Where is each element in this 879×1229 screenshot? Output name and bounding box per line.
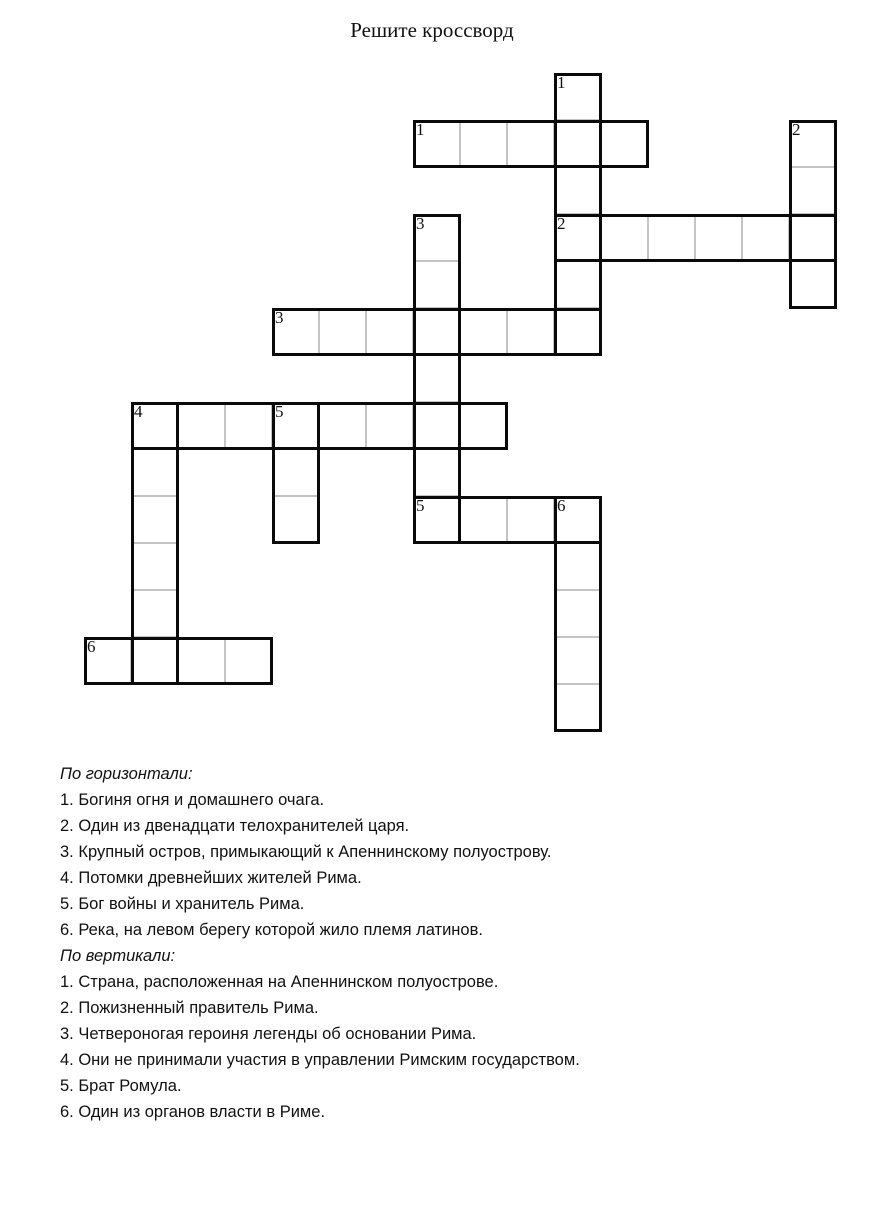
crossword-cell[interactable]: [413, 496, 460, 543]
page-title: Решите кроссворд: [350, 18, 514, 42]
crossword-cell[interactable]: [272, 449, 319, 496]
clue-number: 6: [557, 496, 566, 515]
crossword-cell[interactable]: [789, 214, 836, 261]
crossword-cell[interactable]: [413, 355, 460, 402]
crossword-cell[interactable]: [178, 402, 225, 449]
crossword-cell[interactable]: [742, 214, 789, 261]
clue-number: 5: [275, 402, 284, 421]
crossword-cell[interactable]: [131, 402, 178, 449]
crossword-cell[interactable]: [131, 496, 178, 543]
crossword-cell[interactable]: [131, 637, 178, 684]
crossword-cell[interactable]: [460, 402, 507, 449]
crossword-cell[interactable]: [554, 308, 601, 355]
crossword-cell[interactable]: [554, 496, 601, 543]
clue-number: 6: [87, 637, 96, 656]
clue-number: 1: [416, 120, 425, 139]
crossword-cell[interactable]: [131, 590, 178, 637]
down-clue-3: 3. Четвероногая героиня легенды об основании Рима.: [60, 1025, 477, 1043]
crossword-cell[interactable]: [460, 308, 507, 355]
crossword-cell[interactable]: [601, 214, 648, 261]
crossword-cell[interactable]: [789, 261, 836, 308]
crossword-cell[interactable]: [789, 120, 836, 167]
crossword-cell[interactable]: [272, 402, 319, 449]
crossword-cell[interactable]: [648, 214, 695, 261]
crossword-cell[interactable]: [225, 402, 272, 449]
down-clue-1: 1. Страна, расположенная на Апеннинском полуострове.: [60, 973, 499, 991]
crossword-cell[interactable]: [507, 496, 554, 543]
across-clue-4: 4. Потомки древнейших жителей Рима.: [60, 869, 362, 887]
down-clue-2: 2. Пожизненный правитель Рима.: [60, 999, 319, 1017]
crossword-cell[interactable]: [554, 167, 601, 214]
across-clue-2: 2. Один из двенадцати телохранителей царя.: [60, 817, 410, 835]
clue-number: 2: [792, 120, 801, 139]
crossword-cell[interactable]: [366, 308, 413, 355]
clue-number: 1: [557, 73, 566, 92]
crossword-cell[interactable]: [507, 120, 554, 167]
clue-number: 3: [416, 214, 425, 233]
crossword-cell[interactable]: [554, 684, 601, 731]
across-clue-3: 3. Крупный остров, примыкающий к Апеннинскому полуострову.: [60, 843, 552, 861]
crossword-cell[interactable]: [460, 120, 507, 167]
clue-number: 5: [416, 496, 425, 515]
across-clue-5: 5. Бог войны и хранитель Рима.: [60, 895, 305, 913]
clue-number: 2: [557, 214, 566, 233]
crossword-cell[interactable]: [413, 261, 460, 308]
crossword-cell[interactable]: [272, 308, 319, 355]
crossword-cell[interactable]: [319, 402, 366, 449]
crossword-cell[interactable]: [554, 214, 601, 261]
crossword-cell[interactable]: [554, 590, 601, 637]
clue-number: 3: [275, 308, 284, 327]
down-clue-5: 5. Брат Ромула.: [60, 1077, 182, 1095]
crossword-cell[interactable]: [413, 214, 460, 261]
crossword-cell[interactable]: [601, 120, 648, 167]
crossword-cell[interactable]: [554, 120, 601, 167]
crossword-cell[interactable]: [554, 543, 601, 590]
across-heading: По горизонтали:: [60, 765, 193, 783]
crossword-cell[interactable]: [413, 308, 460, 355]
down-heading: По вертикали:: [60, 947, 176, 965]
crossword-cell[interactable]: [131, 543, 178, 590]
crossword-cell[interactable]: [554, 73, 601, 120]
crossword-cell[interactable]: [413, 120, 460, 167]
crossword-cell[interactable]: [695, 214, 742, 261]
clue-number: 4: [134, 402, 143, 421]
crossword-cell[interactable]: [319, 308, 366, 355]
crossword-cell[interactable]: [789, 167, 836, 214]
crossword-cell[interactable]: [178, 637, 225, 684]
crossword-cell[interactable]: [413, 449, 460, 496]
crossword-cell[interactable]: [460, 496, 507, 543]
crossword-cell[interactable]: [272, 496, 319, 543]
crossword-cell[interactable]: [225, 637, 272, 684]
crossword-cell[interactable]: [366, 402, 413, 449]
across-clue-1: 1. Богиня огня и домашнего очага.: [60, 791, 325, 809]
down-clue-6: 6. Один из органов власти в Риме.: [60, 1103, 326, 1121]
across-clue-6: 6. Река, на левом берегу которой жило племя латинов.: [60, 921, 483, 939]
down-clue-4: 4. Они не принимали участия в управлении Римским государством.: [60, 1051, 580, 1069]
clues-section: [60, 762, 860, 1126]
crossword-cell[interactable]: [413, 402, 460, 449]
crossword-cell[interactable]: [507, 308, 554, 355]
crossword-cell[interactable]: [84, 637, 131, 684]
crossword-cell[interactable]: [131, 449, 178, 496]
crossword-cell[interactable]: [554, 637, 601, 684]
crossword-cell[interactable]: [554, 261, 601, 308]
